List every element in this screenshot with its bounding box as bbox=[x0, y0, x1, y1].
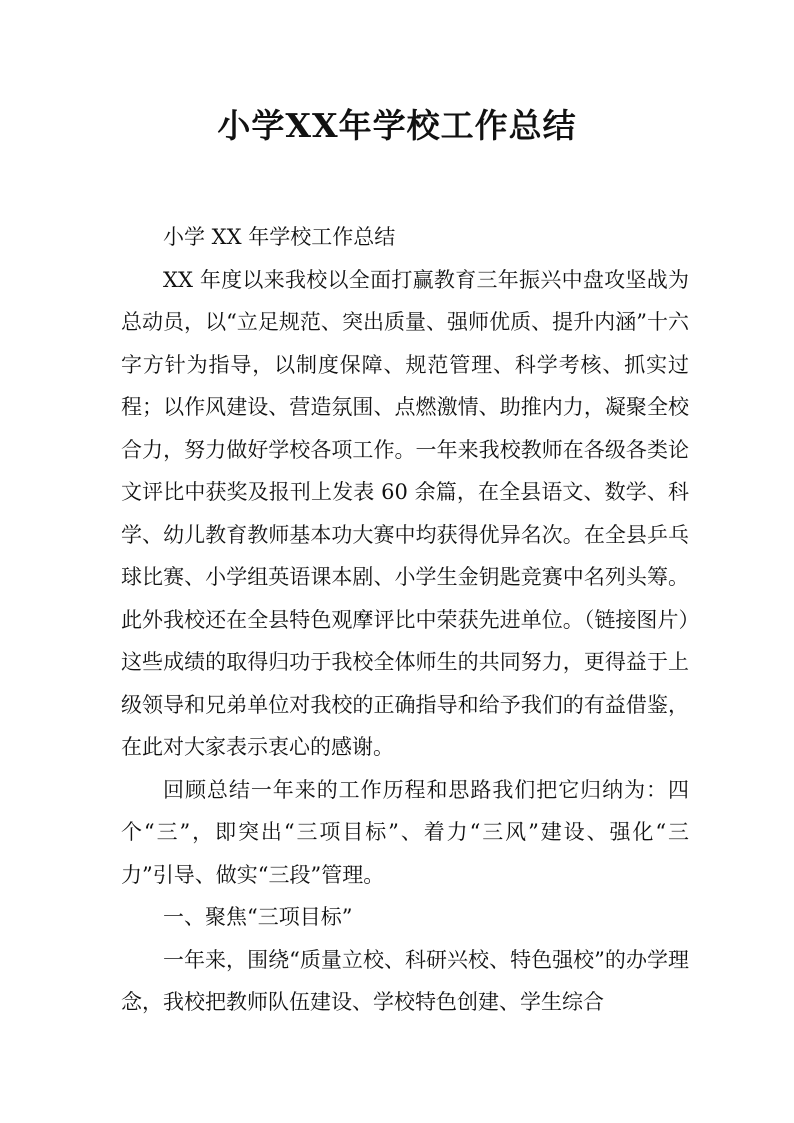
section-heading-one: 一、聚焦“三项目标” bbox=[163, 905, 353, 929]
paragraph-summary: 回顾总结一年来的工作历程和思路我们把它归纳为：四个“三”，即突出“三项目标”、着力“三风”建设、强化“三力”引导、做实“三段”管理。 bbox=[121, 777, 689, 887]
document-title: 小学XX年学校工作总结 bbox=[217, 106, 577, 145]
paragraph-subtitle: 小学 XX 年学校工作总结 bbox=[163, 225, 396, 249]
paragraph-achievements: XX 年度以来我校以全面打赢教育三年振兴中盘攻坚战为总动员，以“立足规范、突出质量、强师优质、提升内涵”十六字方针为指导，以制度保障、规范管理、科学考核、抓实过程；以作风建设、营造氛围、点燃激情、助推内力，凝聚全校合力，努力做好学校各项工作。一年来我校教师在各级各类论文评比中获奖及报刊上发表 60 余篇，在全县语文、数学、科学、幼儿教育教师基本功大赛中均获得优异名次。在全县乒乓球比赛、小学组英语课本剧、小学生金钥匙竞赛中名列头筹。此外我校还在全县特色观摩评比中荣获先进单位。（链接图片）这些成绩的取得归功于我校全体师生的共同努力，更得益于上级领导和兄弟单位对我校的正确指导和给予我们的有益借鉴，在此对大家表示衷心的感谢。 bbox=[121, 267, 689, 759]
document-body bbox=[121, 216, 689, 1024]
paragraph-section-one: 一年来，围绕“质量立校、科研兴校、特色强校”的办学理念，我校把教师队伍建设、学校特色创建、学生综合 bbox=[121, 947, 689, 1014]
